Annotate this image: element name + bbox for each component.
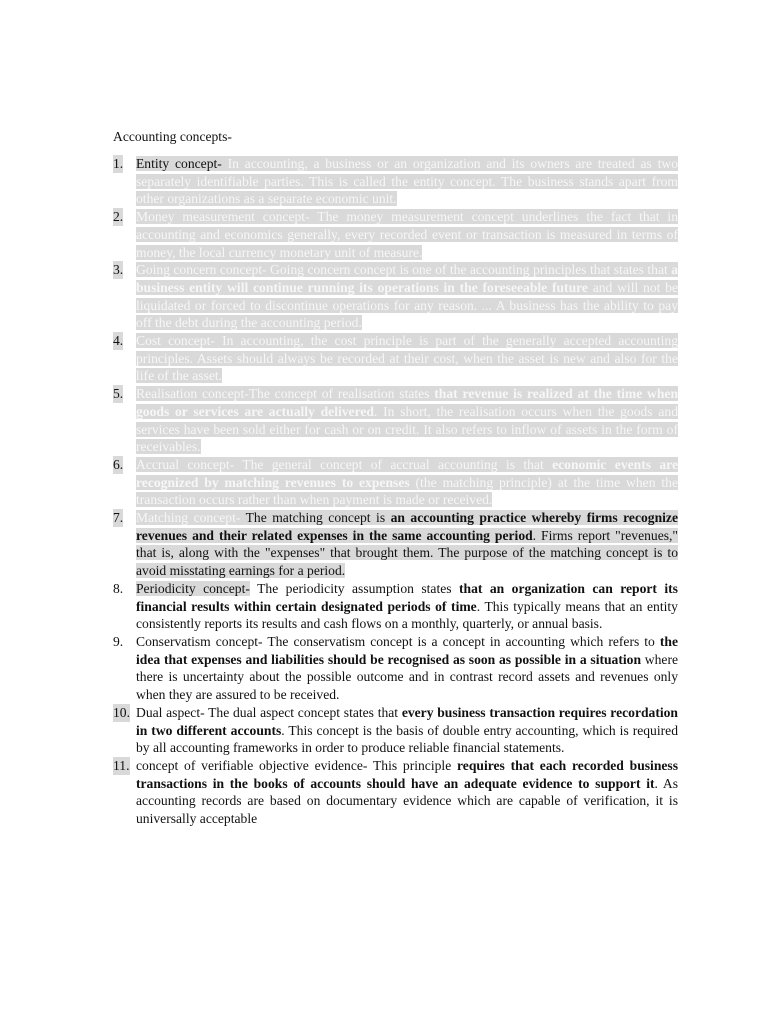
concept-description-continued: (the matching principle) at the time when the transaction occurs rather than when payment is made or received. bbox=[136, 474, 678, 508]
list-item-entity-concept bbox=[113, 155, 678, 208]
concept-description-continued: . Firms report "revenues," that is, along with the "expenses" that brought them. The purpose of the matching concept is to avoid misstating earnings for a period. bbox=[136, 527, 678, 579]
list-item-matching-concept bbox=[113, 509, 678, 580]
concept-description-continued: . In short, the realisation occurs when the goods and services have been sold either for cash or on credit. It also refers to inflow of assets in the form of receivables. bbox=[136, 403, 678, 455]
list-item-dual-aspect bbox=[113, 704, 678, 757]
item-number: 7. bbox=[113, 510, 124, 526]
list-item-accrual-concept bbox=[113, 456, 678, 509]
document-title: Accounting concepts- bbox=[113, 129, 232, 144]
concept-description: Accrual concept- The general concept of accrual accounting is that bbox=[136, 456, 553, 472]
item-number: 9. bbox=[113, 633, 124, 649]
concept-description: Realisation concept-The concept of realisation states bbox=[136, 386, 435, 402]
concept-description-continued: . As accounting records are based on documentary evidence which are capable of verification, it is universally acceptable bbox=[136, 775, 678, 827]
concept-list bbox=[113, 155, 678, 828]
concept-name: Entity concept- bbox=[136, 156, 222, 171]
item-number: 5. bbox=[113, 386, 124, 402]
concept-key-phrase: that an organization can report its financial results within certain designated periods of time bbox=[136, 580, 678, 614]
concept-description: Conservatism concept- The conservatism concept is a concept in accounting which refers to bbox=[136, 633, 660, 649]
concept-name: Matching concept- bbox=[136, 510, 241, 526]
concept-key-phrase: that revenue is realized at the time when goods or services are actually delivered bbox=[136, 386, 679, 419]
concept-key-phrase: requires that each recorded business transactions in the books of accounts should have an adequate evidence to support it bbox=[136, 757, 678, 791]
list-item-conservatism-concept bbox=[113, 633, 678, 704]
concept-description: The periodicity assumption states bbox=[249, 580, 460, 596]
list-item-going-concern-concept bbox=[113, 261, 678, 332]
item-number: 6. bbox=[113, 456, 124, 472]
list-item-verifiable-objective-evidence bbox=[113, 757, 678, 828]
concept-description: Money measurement concept- The money measurement concept underlines the fact that in accounting and economics generally, every recorded event or transaction is measured in terms of money, the local currency monetary unit of measure. bbox=[136, 209, 678, 260]
list-item-realisation-concept bbox=[113, 385, 678, 456]
item-number: 10. bbox=[113, 704, 130, 720]
list-item-periodicity-concept bbox=[113, 580, 678, 633]
concept-description-continued: . This typically means that an entity consistently reports its results and cash flows on a monthly, quarterly, or annual basis. bbox=[136, 598, 678, 632]
item-number: 2. bbox=[113, 209, 124, 225]
concept-description-continued: and will not be liquidated or forced to discontinue operations for any reason. ... A business has the ability to pay off the debt during the accounting period. bbox=[136, 279, 678, 331]
item-number: 4. bbox=[113, 333, 124, 349]
concept-description: Cost concept- In accounting, the cost principle is part of the generally accepted accounting principles. Assets should always be recorded at their cost, when the asset is new and also for the life of the asset. bbox=[136, 333, 678, 384]
list-item-money-measurement-concept bbox=[113, 208, 678, 261]
item-number: 11. bbox=[113, 757, 130, 773]
concept-description: concept of verifiable objective evidence- This principle bbox=[136, 757, 458, 773]
concept-key-phrase: an accounting practice whereby firms recognize revenues and their related expenses in the same accounting period bbox=[136, 510, 678, 543]
concept-description: Going concern concept- Going concern concept is one of the accounting principles that states that bbox=[136, 262, 672, 278]
concept-key-phrase: a business entity will continue running its operations in the foreseeable future bbox=[136, 262, 678, 295]
concept-description: The matching concept is bbox=[240, 510, 391, 526]
concept-key-phrase: economic events are recognized by matching revenues to expenses bbox=[136, 456, 679, 490]
concept-description-continued: where there is uncertainty about the possible outcome and in contrast record assets and revenues only when they are assured to be received. bbox=[136, 651, 679, 703]
concept-key-phrase: every business transaction requires recordation in two different accounts bbox=[136, 704, 678, 738]
concept-description-continued: . This concept is the basis of double entry accounting, which is required by all accounting frameworks in order to produce reliable financial statements. bbox=[136, 722, 678, 756]
concept-key-phrase: the idea that expenses and liabilities should be recognised as soon as possible in a situation bbox=[136, 633, 678, 667]
item-number: 3. bbox=[113, 262, 124, 278]
concept-name: Periodicity concept- bbox=[136, 580, 250, 596]
item-number: 8. bbox=[113, 580, 124, 596]
concept-description: In accounting, a business or an organization and its owners are treated as two separately identifiable parties. This is called the entity concept. The business stands apart from other organizations as a separate economic unit. bbox=[136, 156, 679, 207]
list-item-cost-concept bbox=[113, 332, 678, 385]
concept-description: Dual aspect- The dual aspect concept states that bbox=[136, 704, 402, 720]
item-number: 1. bbox=[113, 156, 124, 171]
